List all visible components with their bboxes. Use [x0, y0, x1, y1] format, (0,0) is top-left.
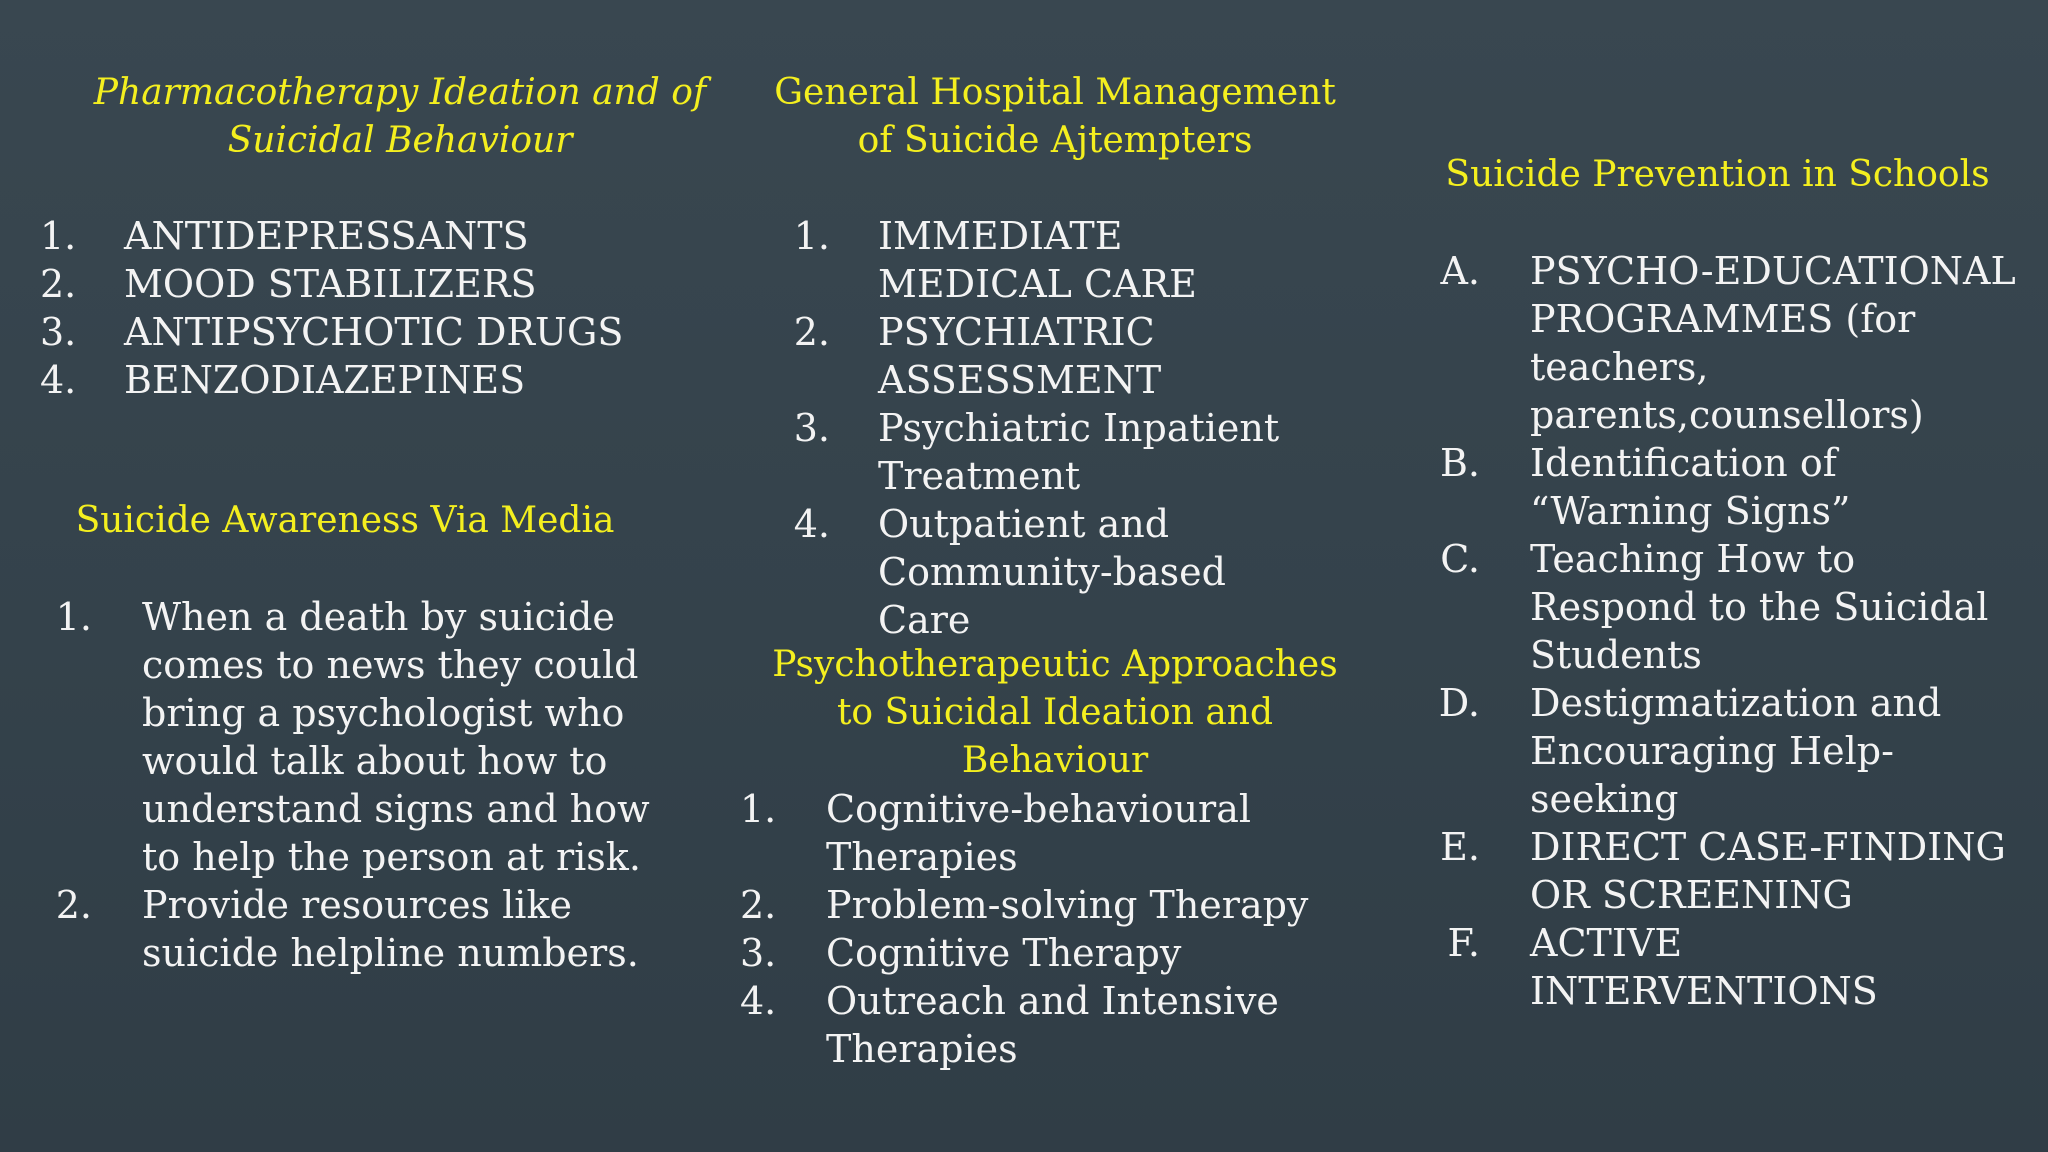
list-marker: D.	[1438, 681, 1480, 725]
list-item	[740, 977, 1380, 1073]
list-item	[40, 356, 760, 404]
list-marker: 1.	[55, 595, 92, 639]
list-item	[40, 260, 760, 308]
list-marker: 1.	[793, 214, 830, 258]
list-item-text: When a death by suicide comes to news they could bring a psychologist who would talk about how to understand signs and how to help the person at risk.	[142, 595, 650, 879]
list-marker: 4.	[793, 502, 830, 546]
section-pharmacotherapy	[40, 69, 760, 165]
list-item	[1430, 439, 2020, 535]
list-marker: 2.	[55, 883, 92, 927]
list-marker: 2.	[40, 262, 77, 306]
list-item-text: Outpatient and Community-based Care	[878, 502, 1226, 642]
list-marker: 3.	[40, 310, 77, 354]
list-item	[790, 500, 1320, 644]
list-item-text: ANTIPSYCHOTIC DRUGS	[124, 310, 624, 354]
hospital-heading: General Hospital Management of Suicide Ajtempters	[774, 72, 1336, 161]
list-item	[40, 308, 760, 356]
list-item-text: Cognitive-behavioural Therapies	[826, 787, 1252, 879]
list-item	[790, 212, 1320, 308]
psychotherapy-list	[740, 785, 1380, 1073]
schools-heading: Suicide Prevention in Schools	[1445, 154, 1990, 195]
list-item	[740, 785, 1380, 881]
list-marker: 4.	[40, 358, 77, 402]
psychotherapy-heading: Psychotherapeutic Approaches to Suicidal Ideation and Behaviour	[772, 644, 1338, 781]
list-item-text: Provide resources like suicide helpline numbers.	[142, 883, 639, 975]
list-item	[790, 404, 1320, 500]
list-marker: 1.	[740, 787, 777, 831]
list-item-text: IMMEDIATE MEDICAL CARE	[878, 214, 1197, 306]
list-marker: 2.	[793, 310, 830, 354]
list-item-text: Teaching How to Respond to the Suicidal Students	[1530, 537, 1989, 677]
list-item-text: Identification of “Warning Signs”	[1530, 441, 1851, 533]
list-item	[1430, 535, 2020, 679]
list-marker: 3.	[793, 406, 830, 450]
list-item	[50, 881, 650, 977]
list-marker: C.	[1440, 537, 1480, 581]
media-heading: Suicide Awareness Via Media	[75, 500, 615, 541]
list-item	[740, 881, 1380, 929]
list-marker: B.	[1439, 441, 1480, 485]
pharmacotherapy-heading: Pharmacotherapy Ideation and of Suicidal Behaviour	[93, 72, 707, 161]
media-list	[50, 593, 650, 977]
list-item-text: ACTIVE INTERVENTIONS	[1530, 921, 1878, 1013]
list-item-text: MOOD STABILIZERS	[124, 262, 537, 306]
list-item-text: ANTIDEPRESSANTS	[124, 214, 529, 258]
pharmacotherapy-list	[40, 212, 760, 404]
list-item-text: Destigmatization and Encouraging Help-seeking	[1530, 681, 1942, 821]
hospital-list	[790, 212, 1320, 644]
list-item	[1430, 919, 2020, 1015]
list-item	[1430, 679, 2020, 823]
list-item-text: PSYCHIATRIC ASSESSMENT	[878, 310, 1162, 402]
list-marker: 1.	[40, 214, 77, 258]
list-item-text: BENZODIAZEPINES	[124, 358, 526, 402]
list-item	[1430, 247, 2020, 439]
list-marker: E.	[1440, 825, 1480, 869]
list-item	[50, 593, 650, 881]
list-marker: 2.	[740, 883, 777, 927]
list-item	[790, 308, 1320, 404]
list-item-text: PSYCHO-EDUCATIONAL PROGRAMMES (for teachers, parents,counsellors)	[1530, 249, 2016, 437]
list-marker: A.	[1440, 249, 1480, 293]
list-item	[40, 212, 760, 260]
list-item-text: DIRECT CASE-FINDING OR SCREENING	[1530, 825, 2006, 917]
list-item-text: Psychiatric Inpatient Treatment	[878, 406, 1280, 498]
list-item-text: Cognitive Therapy	[826, 931, 1182, 975]
list-item-text: Outreach and Intensive Therapies	[826, 979, 1279, 1071]
list-item-text: Problem-solving Therapy	[826, 883, 1309, 927]
schools-list	[1430, 247, 2020, 1015]
list-marker: 4.	[740, 979, 777, 1023]
list-item	[1430, 823, 2020, 919]
list-marker: F.	[1447, 921, 1480, 965]
list-item	[740, 929, 1380, 977]
list-marker: 3.	[740, 931, 777, 975]
